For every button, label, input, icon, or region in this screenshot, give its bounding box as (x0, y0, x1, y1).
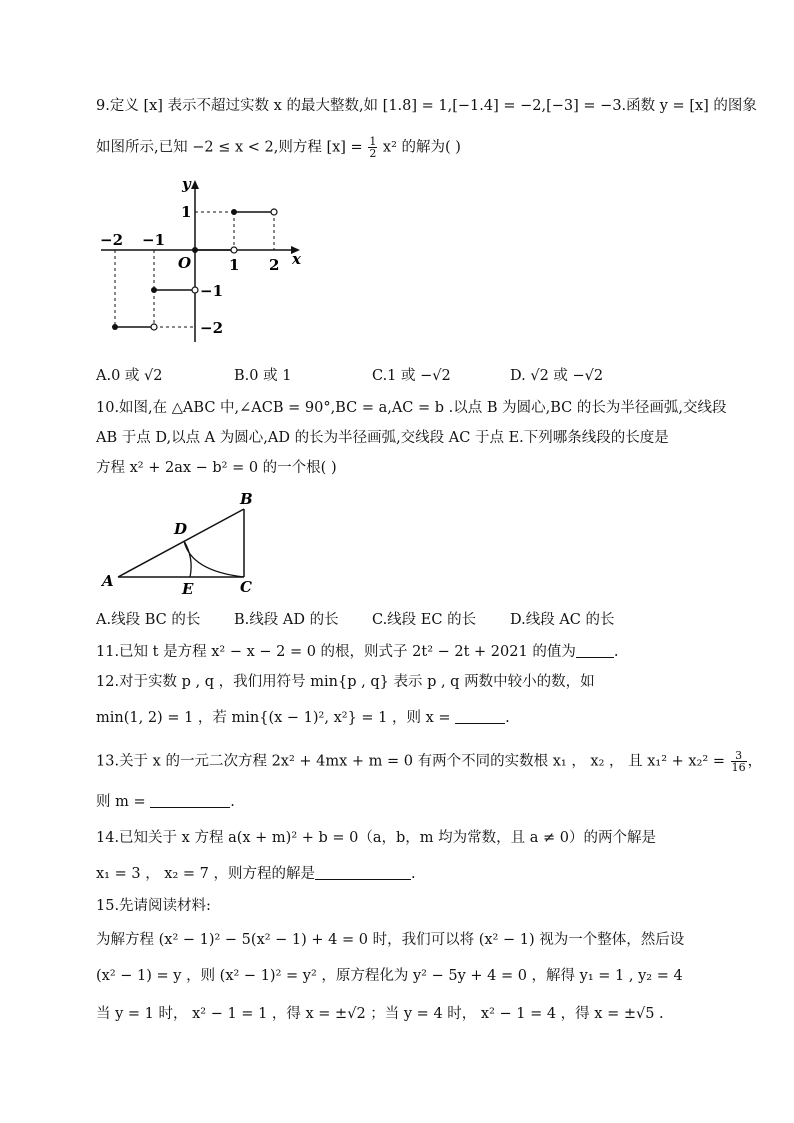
q11-end: . (613, 644, 619, 660)
q9-stem-line1: 9.定义 [x] 表示不超过实数 x 的最大整数,如 [1.8] = 1,[−1.4] = −2,[−3] = −3.函数 y = [x] 的图象 (96, 98, 757, 114)
y-tick-label: 1 (181, 203, 192, 221)
open-point (151, 324, 157, 330)
x-tick-label: 2 (269, 256, 280, 274)
y-axis-label: y (182, 175, 191, 193)
y-tick-label: −2 (200, 319, 224, 337)
vertex-c-label: C (240, 578, 252, 596)
closed-point (231, 209, 237, 215)
q12-stem-line1: 12.对于实数 p , q ，我们用符号 min{p , q} 表示 p , q 两数中较小的数，如 (96, 674, 595, 690)
open-point (231, 247, 237, 253)
point-d-label: D (174, 520, 188, 538)
q10-stem-line3: 方程 x² + 2ax − b² = 0 的一个根( ) (96, 460, 337, 476)
q15-stem-line1: 15.先请阅读材料: (96, 898, 211, 914)
x-tick-label: −1 (142, 231, 166, 249)
q15-stem-line3: (x² − 1) = y ，则 (x² − 1)² = y² ，原方程化为 y² − 5y + 4 = 0 ，解得 y₁ = 1 , y₂ = 4 (96, 968, 683, 984)
open-point (192, 287, 198, 293)
q9-stem-line2 (96, 136, 461, 159)
q13-end: . (230, 794, 235, 810)
closed-point (112, 324, 118, 330)
q10-option-c[interactable]: C.线段 EC 的长 (372, 612, 477, 628)
q10-option-a[interactable]: A.线段 BC 的长 (96, 612, 201, 628)
q15-stem-line2: 为解方程 (x² − 1)² − 5(x² − 1) + 4 = 0 时，我们可以将 (x² − 1) 视为一个整体，然后设 (96, 932, 685, 948)
q11-answer-blank[interactable] (576, 643, 614, 658)
q12-answer-blank[interactable] (455, 709, 505, 724)
q12-end: . (505, 710, 510, 726)
q10-stem-line1: 10.如图,在 △ABC 中,∠ACB = 90°,BC = a,AC = b .以点 B 为圆心,BC 的长为半径画弧,交线段 (96, 400, 727, 416)
q14-stem-line1: 14.已知关于 x 方程 a(x + m)² + b = 0（a，b，m 均为常数，且 a ≠ 0）的两个解是 (96, 830, 657, 846)
q15-stem-line4: 当 y = 1 时， x² − 1 = 1 ，得 x = ±√2 ；当 y = 4 时， x² − 1 = 4 ，得 x = ±√5 . (96, 1006, 664, 1022)
q9-half-fraction: $\frac{1}{2}$ (369, 135, 377, 160)
q10-option-d[interactable]: D.线段 AC 的长 (510, 612, 615, 628)
q10-stem-line2: AB 于点 D,以点 A 为圆心,AD 的长为半径画弧,交线段 AC 于点 E.下列哪条线段的长度是 (96, 430, 669, 446)
q9-option-d[interactable]: D. √2 或 −√2 (510, 368, 604, 384)
q9-stem-part-a: 如图所示,已知 −2 ≤ x < 2,则方程 [x] = (96, 139, 363, 156)
q11-stem (96, 642, 618, 662)
q12-stem-line2 (96, 708, 510, 728)
closed-point (192, 247, 198, 253)
q9-stem-part-b: x² 的解为( ) (382, 139, 461, 156)
vertex-a-label: A (102, 572, 114, 590)
q9-option-c[interactable]: C.1 或 −√2 (372, 368, 451, 384)
q14-text: x₁ = 3 ， x₂ = 7 ，则方程的解是 (96, 866, 315, 882)
q13-fraction: $\frac{3}{16}$ (731, 749, 746, 774)
q14-end: . (411, 866, 416, 882)
q9-option-b[interactable]: B.0 或 1 (234, 368, 292, 384)
q13-comma: ， (747, 753, 763, 770)
q13-stem-line2 (96, 792, 235, 812)
q10-option-b[interactable]: B.线段 AD 的长 (234, 612, 339, 628)
open-point (271, 209, 277, 215)
vertex-b-label: B (240, 490, 253, 508)
point-e-label: E (182, 580, 194, 598)
q13-text: 13.关于 x 的一元二次方程 2x² + 4mx + m = 0 有两个不同的实数根 x₁ ， x₂ ， 且 x₁² + x₂² = (96, 753, 725, 770)
q9-option-a[interactable]: A.0 或 √2 (96, 368, 163, 384)
q13-answer-blank[interactable] (150, 793, 230, 808)
q13-text-2: 则 m = (96, 794, 146, 810)
x-axis-label: x (292, 250, 301, 268)
arc-centered-b (184, 541, 244, 577)
y-tick-label: −1 (200, 282, 224, 300)
q13-stem-line1 (96, 750, 762, 773)
q10-triangle-figure (96, 488, 276, 600)
q14-answer-blank[interactable] (315, 865, 411, 880)
q11-text: 11.已知 t 是方程 x² − x − 2 = 0 的根，则式子 2t² − 2t + 2021 的值为 (96, 644, 576, 660)
q14-stem-line2 (96, 864, 416, 884)
y-axis-arrow (191, 180, 199, 189)
x-tick-label: −2 (100, 231, 124, 249)
origin-label: O (178, 254, 192, 272)
x-tick-label: 1 (229, 256, 240, 274)
q12-text: min(1, 2) = 1 ，若 min{(x − 1)², x²} = 1 ，则 x = (96, 710, 451, 726)
q9-floor-function-graph (96, 174, 316, 350)
closed-point (151, 287, 157, 293)
